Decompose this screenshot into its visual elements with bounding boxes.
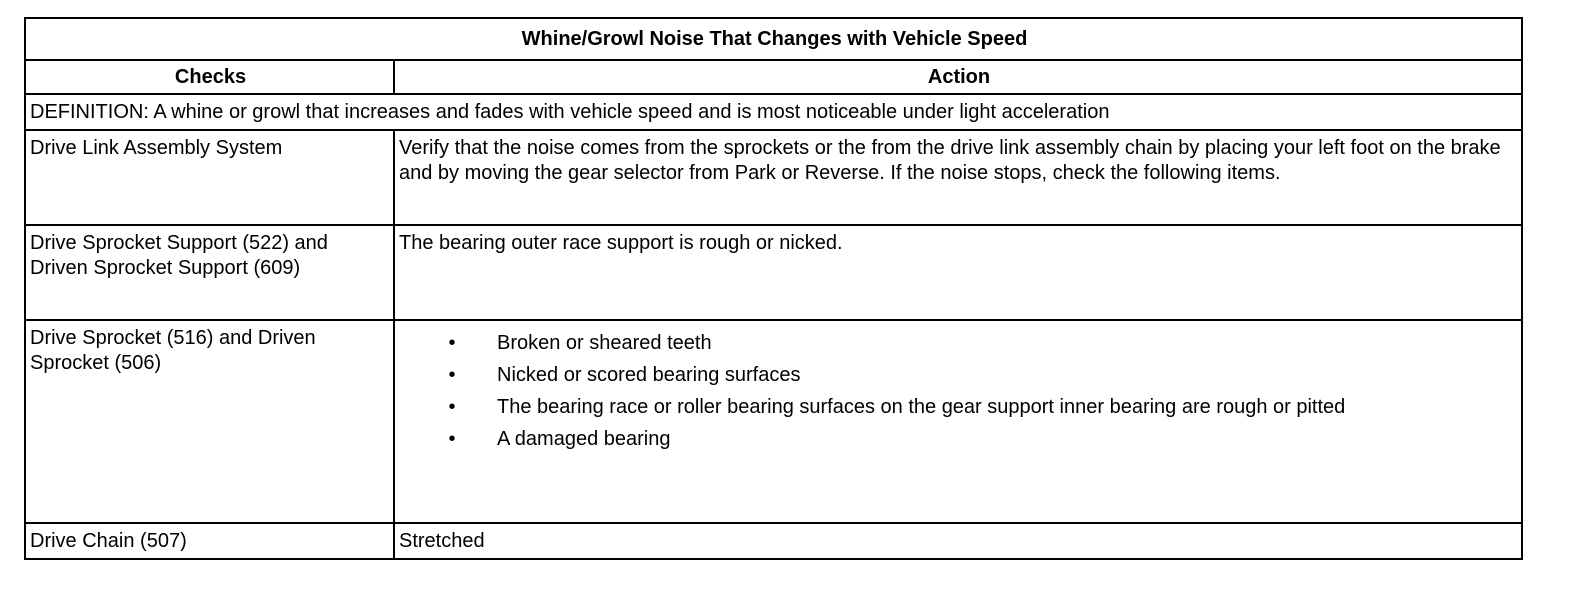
- table-row: [25, 523, 1522, 559]
- check-cell: Drive Sprocket (516) and Driven Sprocket (506): [25, 320, 394, 523]
- bullet-icon: •: [448, 364, 456, 386]
- list-item: [399, 427, 1519, 452]
- title-row: [25, 18, 1522, 60]
- table-row: [25, 225, 1522, 320]
- list-item-text: Nicked or scored bearing surfaces: [497, 364, 801, 386]
- action-cell: The bearing outer race support is rough or nicked.: [394, 225, 1522, 320]
- list-item-text: Broken or sheared teeth: [497, 332, 712, 354]
- list-item: [399, 363, 1519, 388]
- bullet-icon: •: [448, 332, 456, 354]
- action-cell: Stretched: [394, 523, 1522, 559]
- check-cell: Drive Chain (507): [25, 523, 394, 559]
- table-title: Whine/Growl Noise That Changes with Vehicle Speed: [25, 18, 1522, 60]
- check-cell: Drive Link Assembly System: [25, 130, 394, 225]
- list-item: [399, 331, 1519, 356]
- column-header-checks: Checks: [25, 60, 394, 94]
- table-row: [25, 320, 1522, 523]
- header-row: [25, 60, 1522, 94]
- list-item-text: A damaged bearing: [497, 428, 671, 450]
- bullet-icon: •: [448, 428, 456, 450]
- column-header-action: Action: [394, 60, 1522, 94]
- action-cell: Verify that the noise comes from the sprockets or the from the drive link assembly chain by placing your left foot on the brake and by moving the gear selector from Park or Reverse. If the noise stops, check the following items.: [394, 130, 1522, 225]
- diagnostic-table: [24, 17, 1523, 560]
- action-cell: [394, 320, 1522, 523]
- list-item: [399, 395, 1519, 420]
- bullet-icon: •: [448, 396, 456, 418]
- check-cell: Drive Sprocket Support (522) and Driven Sprocket Support (609): [25, 225, 394, 320]
- list-item-text: The bearing race or roller bearing surfaces on the gear support inner bearing are rough or pitted: [497, 396, 1346, 418]
- definition-text: DEFINITION: A whine or growl that increases and fades with vehicle speed and is most noticeable under light acceleration: [25, 94, 1522, 130]
- table-row: [25, 130, 1522, 225]
- definition-row: [25, 94, 1522, 130]
- action-bullet-list: [399, 331, 1519, 452]
